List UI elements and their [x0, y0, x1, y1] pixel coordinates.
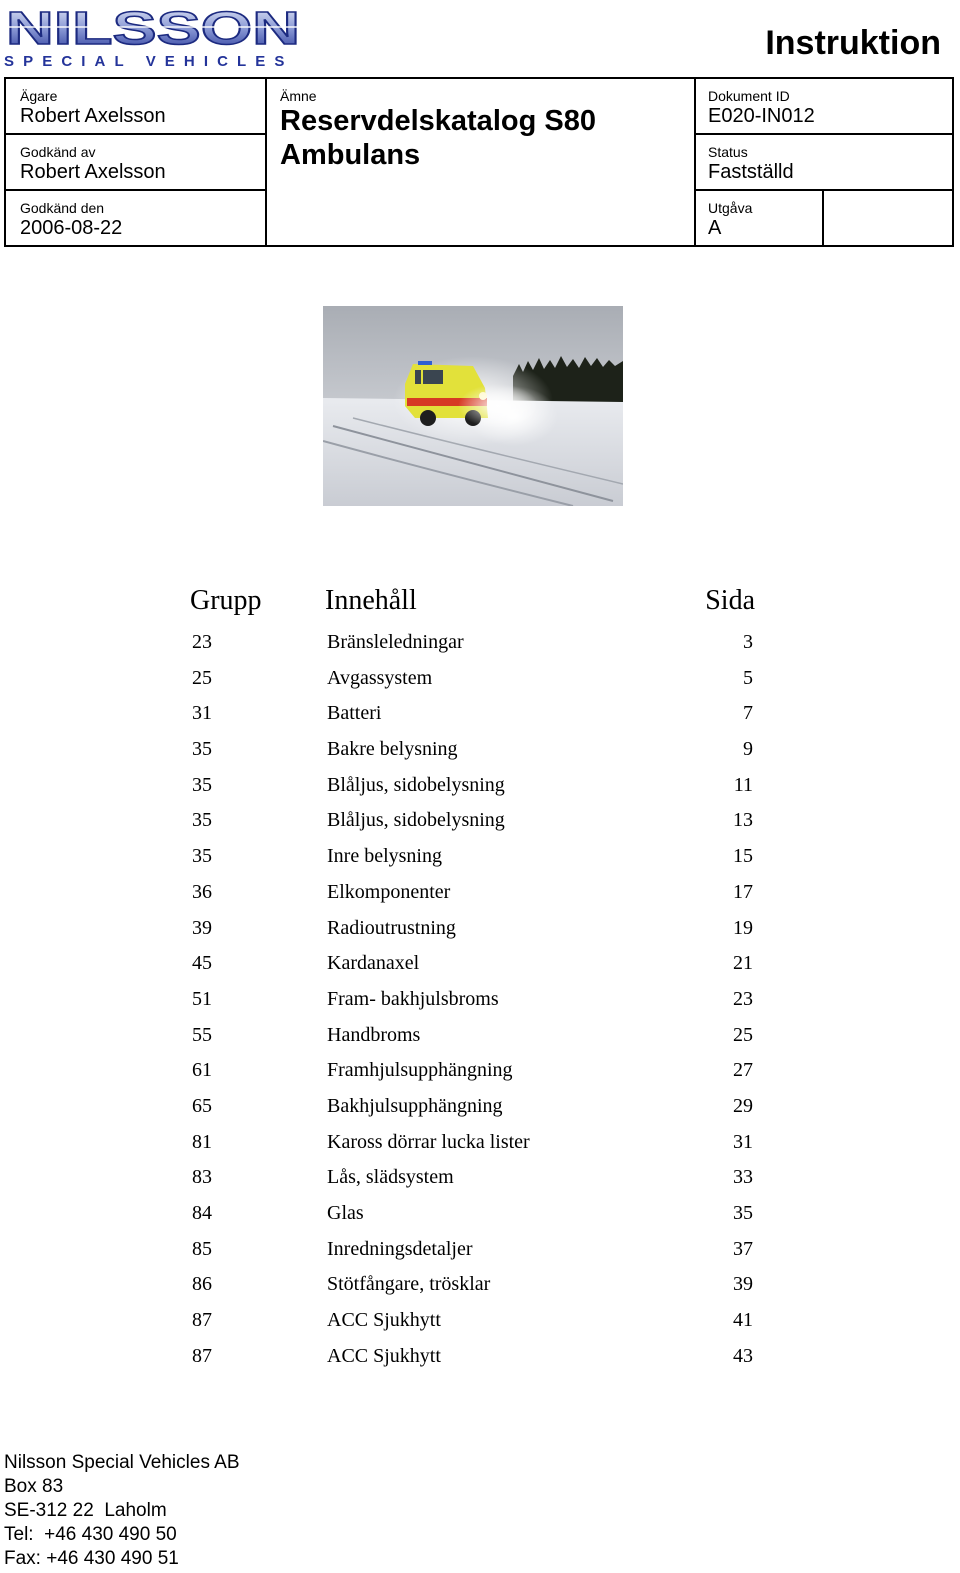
- table-row: [190, 1345, 770, 1381]
- group-number: 31: [192, 702, 212, 725]
- group-number: 25: [192, 666, 212, 689]
- doc-id-cell: [708, 88, 815, 128]
- doc-id-value: E020-IN012: [708, 105, 815, 127]
- group-number: 36: [192, 880, 212, 903]
- content-title: ACC Sjukhytt: [327, 1344, 441, 1367]
- page-number: 3: [743, 631, 753, 653]
- subject-cell: [280, 88, 680, 172]
- owner-value: Robert Axelsson: [20, 105, 166, 127]
- page-number: 35: [733, 1202, 753, 1224]
- table-row: [190, 1166, 770, 1202]
- ambulance-photo: [323, 306, 623, 506]
- edition-cell: [708, 200, 752, 240]
- address-box: Box 83: [4, 1476, 64, 1497]
- subject-label: Ämne: [280, 88, 317, 104]
- page-number: 31: [733, 1130, 753, 1153]
- table-row: [190, 1238, 770, 1274]
- table-row: [190, 952, 770, 988]
- content-title: Blåljus, sidobelysning: [327, 809, 505, 832]
- group-number: 35: [192, 809, 212, 832]
- approved-by-label: Godkänd av: [20, 144, 96, 160]
- content-title: Fram- bakhjulsbroms: [327, 987, 499, 1010]
- content-title: Elkomponenter: [327, 880, 451, 903]
- approved-date-cell: [20, 200, 122, 240]
- page-number: 39: [733, 1273, 753, 1296]
- content-title: ACC Sjukhytt: [327, 1309, 441, 1332]
- group-number: 61: [192, 1059, 212, 1082]
- page-number: 41: [733, 1309, 753, 1332]
- status-label: Status: [708, 144, 748, 160]
- approved-date-label: Godkänd den: [20, 200, 105, 216]
- group-column-header: Grupp: [190, 585, 262, 616]
- page-number: 9: [743, 738, 753, 761]
- table-row: [190, 667, 770, 703]
- table-row: [190, 774, 770, 810]
- group-number: 51: [192, 987, 212, 1010]
- content-title: Batteri: [327, 702, 382, 725]
- page-column-header: Sida: [705, 585, 755, 616]
- table-row: [190, 1309, 770, 1345]
- table-row: [190, 1202, 770, 1238]
- table-row: [190, 631, 770, 667]
- table-row: [190, 881, 770, 917]
- page-number: 23: [733, 987, 753, 1010]
- subject-value: Reservdelskatalog S80 Ambulans: [280, 105, 596, 171]
- content-title: Glas: [327, 1202, 364, 1224]
- content-title: Bakre belysning: [327, 738, 458, 761]
- table-row: [190, 1059, 770, 1095]
- content-title: Inredningsdetaljer: [327, 1237, 473, 1260]
- page-number: 25: [733, 1023, 753, 1046]
- content-title: Lås, slädsystem: [327, 1166, 454, 1189]
- page-number: 27: [733, 1059, 753, 1082]
- content-title: Avgassystem: [327, 666, 433, 689]
- group-number: 35: [192, 845, 212, 868]
- contents-header-row: [190, 585, 770, 631]
- table-row: [190, 702, 770, 738]
- phone-number: Tel: +46 430 490 50: [4, 1524, 177, 1545]
- contents-table: [190, 585, 770, 1380]
- content-title: Bakhjulsupphängning: [327, 1094, 503, 1117]
- approved-date-value: 2006-08-22: [20, 217, 123, 239]
- page-number: 15: [733, 845, 753, 868]
- page-number: 37: [733, 1237, 753, 1260]
- table-row: [190, 809, 770, 845]
- approved-by-value: Robert Axelsson: [20, 161, 166, 183]
- approved-by-cell: [20, 144, 166, 184]
- table-row: [190, 845, 770, 881]
- table-row: [190, 917, 770, 953]
- content-title: Kardanaxel: [327, 952, 420, 975]
- group-number: 86: [192, 1273, 212, 1296]
- content-title: Bränsleledningar: [327, 631, 464, 653]
- table-row: [190, 738, 770, 774]
- address-postal: SE-312 22 Laholm: [4, 1500, 167, 1521]
- content-title: Radioutrustning: [327, 916, 456, 939]
- content-title: Handbroms: [327, 1023, 421, 1046]
- page-number: 19: [733, 916, 753, 939]
- company-name: Nilsson Special Vehicles AB: [4, 1452, 240, 1473]
- table-row: [190, 1024, 770, 1060]
- table-row: [190, 1273, 770, 1309]
- group-number: 45: [192, 952, 212, 975]
- page-number: 5: [743, 666, 753, 689]
- document-type-title: Instruktion: [765, 24, 941, 62]
- group-number: 65: [192, 1094, 212, 1117]
- group-number: 87: [192, 1344, 212, 1367]
- page-number: 13: [733, 809, 753, 832]
- status-cell: [708, 144, 794, 184]
- page-number: 21: [733, 952, 753, 975]
- group-number: 23: [192, 631, 212, 653]
- table-row: [190, 1095, 770, 1131]
- edition-value: A: [708, 217, 722, 239]
- document-info-table: [4, 77, 954, 247]
- table-row: [190, 988, 770, 1024]
- group-number: 87: [192, 1309, 212, 1332]
- page-number: 7: [743, 702, 753, 725]
- logo-subtext: SPECIAL VEHICLES: [4, 53, 294, 70]
- edition-label: Utgåva: [708, 200, 753, 216]
- page-number: 33: [733, 1166, 753, 1189]
- owner-label: Ägare: [20, 88, 58, 104]
- doc-id-label: Dokument ID: [708, 88, 790, 104]
- logo-wordmark: [4, 6, 302, 48]
- page-number: 29: [733, 1094, 753, 1117]
- content-title: Inre belysning: [327, 845, 442, 868]
- group-number: 83: [192, 1166, 212, 1189]
- group-number: 55: [192, 1023, 212, 1046]
- page-number: 17: [733, 880, 753, 903]
- group-number: 39: [192, 916, 212, 939]
- page-number: 11: [733, 773, 753, 796]
- table-row: [190, 1131, 770, 1167]
- content-column-header: Innehåll: [325, 585, 417, 616]
- company-logo: [4, 6, 304, 68]
- content-title: Blåljus, sidobelysning: [327, 773, 505, 796]
- group-number: 35: [192, 738, 212, 761]
- owner-cell: [20, 88, 166, 128]
- group-number: 84: [192, 1202, 212, 1224]
- status-value: Fastställd: [708, 161, 794, 183]
- content-title: Stötfångare, trösklar: [327, 1273, 491, 1296]
- fax-number: Fax: +46 430 490 51: [4, 1548, 179, 1569]
- group-number: 35: [192, 773, 212, 796]
- content-title: Kaross dörrar lucka lister: [327, 1130, 530, 1153]
- group-number: 85: [192, 1237, 212, 1260]
- company-address: [4, 1451, 240, 1571]
- page-number: 43: [733, 1344, 753, 1367]
- logo-wordmark-text: NILSSON: [6, 6, 300, 48]
- content-title: Framhjulsupphängning: [327, 1059, 513, 1082]
- group-number: 81: [192, 1130, 212, 1153]
